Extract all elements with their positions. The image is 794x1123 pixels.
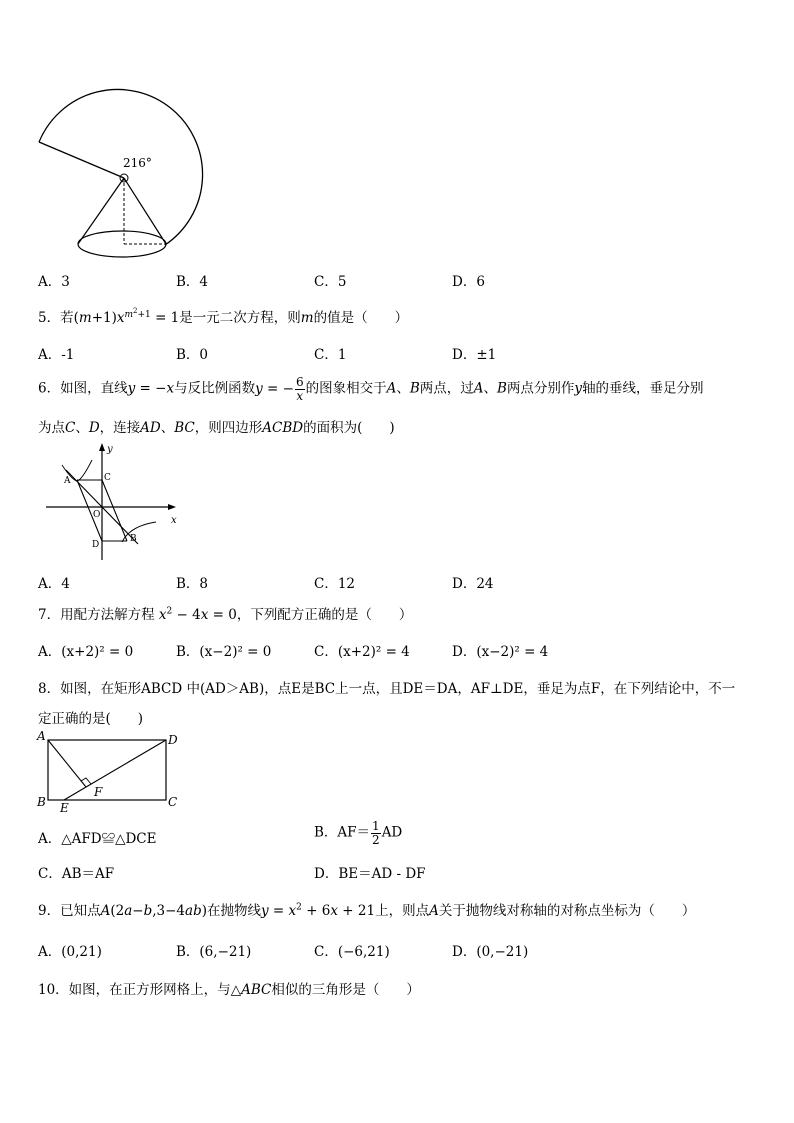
q6-inverse-function: y = − $\frac{6}{x}$ xyxy=(255,375,304,403)
label-x: x xyxy=(171,515,177,526)
y-axis-arrow xyxy=(99,443,105,451)
sector-radius-line xyxy=(39,142,124,178)
q7-option-a: A．(x+2)² = 0 xyxy=(38,644,134,660)
q8-rectangle-figure xyxy=(34,728,184,813)
segment-AF xyxy=(48,740,86,787)
q8-option-c: C．AB＝AF xyxy=(38,866,115,882)
q6-coordinate-figure xyxy=(40,440,190,565)
q5-option-d: D．±1 xyxy=(452,347,497,363)
q6-line-equation: y = −x xyxy=(127,380,175,397)
label-B: B xyxy=(37,795,46,809)
q6-option-b: B．8 xyxy=(176,576,209,592)
q4-option-b: B．4 xyxy=(176,274,209,290)
segment-DE xyxy=(64,740,166,800)
label-D: D xyxy=(92,540,100,550)
label-C: C xyxy=(104,473,111,483)
q7-equation: $x^2 - 4x = 0$ xyxy=(158,606,237,623)
q4-option-c: C．5 xyxy=(314,274,347,290)
cone-left-side xyxy=(78,178,124,244)
q8-question-line2: 定正确的是( ) xyxy=(38,711,144,727)
label-C: C xyxy=(168,795,178,809)
q5-option-b: B．0 xyxy=(176,347,209,363)
label-A: A xyxy=(64,476,71,486)
q8-option-d: D．BE＝AD - DF xyxy=(314,866,426,882)
q5-equation: $(m+1)x^{m^2+1} = 1$ xyxy=(73,306,180,326)
q7-option-c: C．(x+2)² = 4 xyxy=(314,644,410,660)
rectangle-ABCD xyxy=(48,740,166,800)
q6-option-c: C．12 xyxy=(314,576,356,592)
q9-parabola: $y = x^2 + 6x + 21$ xyxy=(261,902,376,919)
cone-sector-figure xyxy=(30,60,230,260)
q5-option-a: A．-1 xyxy=(38,347,75,363)
q9-option-c: C．(−6,21) xyxy=(314,944,390,960)
label-F: F xyxy=(94,785,103,799)
q5-question: 5．若$(m+1)x^{m^2+1} = 1$是一元二次方程，则m的值是（ ） xyxy=(38,306,409,326)
q8-question-line1: 8．如图，在矩形ABCD 中(AD＞AB)，点E是BC上一点，且DE＝DA，AF⊥DE，垂足为点F，在下列结论中，不一 xyxy=(38,681,736,697)
cone-right-side xyxy=(124,178,166,244)
hyperbola-lower-right xyxy=(122,522,156,542)
sector-arc xyxy=(39,89,203,245)
label-D: D xyxy=(168,733,178,747)
q9-option-d: D．(0,−21) xyxy=(452,944,529,960)
q7-question: 7．用配方法解方程 $x^2 - 4x = 0$，下列配方正确的是（ ） xyxy=(38,606,413,623)
q9-question: 9．已知点A(2a−b,3−4ab)在抛物线$y = x^2 + 6x + 21$上，则点A关于抛物线对称轴的对称点坐标为（ ） xyxy=(38,902,696,919)
x-axis-arrow xyxy=(168,504,176,510)
q10-question: 10．如图，在正方形网格上，与△ABC相似的三角形是（ ） xyxy=(38,982,420,998)
label-A: A xyxy=(37,729,46,743)
q6-option-d: D．24 xyxy=(452,576,494,592)
q4-option-a: A．3 xyxy=(38,274,70,290)
q6-question-line1: 6．如图，直线y = −x与反比例函数y = − $\frac{6}{x}$ 的图象相交于A、B两点，过A、B两点分别作y轴的垂线，垂足分别 xyxy=(38,375,704,403)
q5-option-c: C．1 xyxy=(314,347,347,363)
q6-question-line2: 为点C、D，连接AD、BC，则四边形ACBD的面积为( ) xyxy=(38,420,395,436)
q9-option-b: B．(6,−21) xyxy=(176,944,252,960)
label-O: O xyxy=(93,510,101,520)
q8-option-b: B．AF＝ $\frac{1}{2}$ AD xyxy=(314,819,403,847)
q9-point: A(2a−b,3−4ab) xyxy=(100,903,207,919)
q9-option-a: A．(0,21) xyxy=(38,944,102,960)
label-B: B xyxy=(130,534,137,544)
q7-option-d: D．(x−2)² = 4 xyxy=(452,644,549,660)
q6-option-a: A．4 xyxy=(38,576,70,592)
cone-base xyxy=(78,231,166,257)
angle-label: 216° xyxy=(123,156,152,170)
q4-option-d: D．6 xyxy=(452,274,485,290)
label-y: y xyxy=(107,444,113,455)
q8-option-a: A．△AFD≌△DCE xyxy=(38,831,157,847)
q7-option-b: B．(x−2)² = 0 xyxy=(176,644,272,660)
label-E: E xyxy=(60,801,69,813)
